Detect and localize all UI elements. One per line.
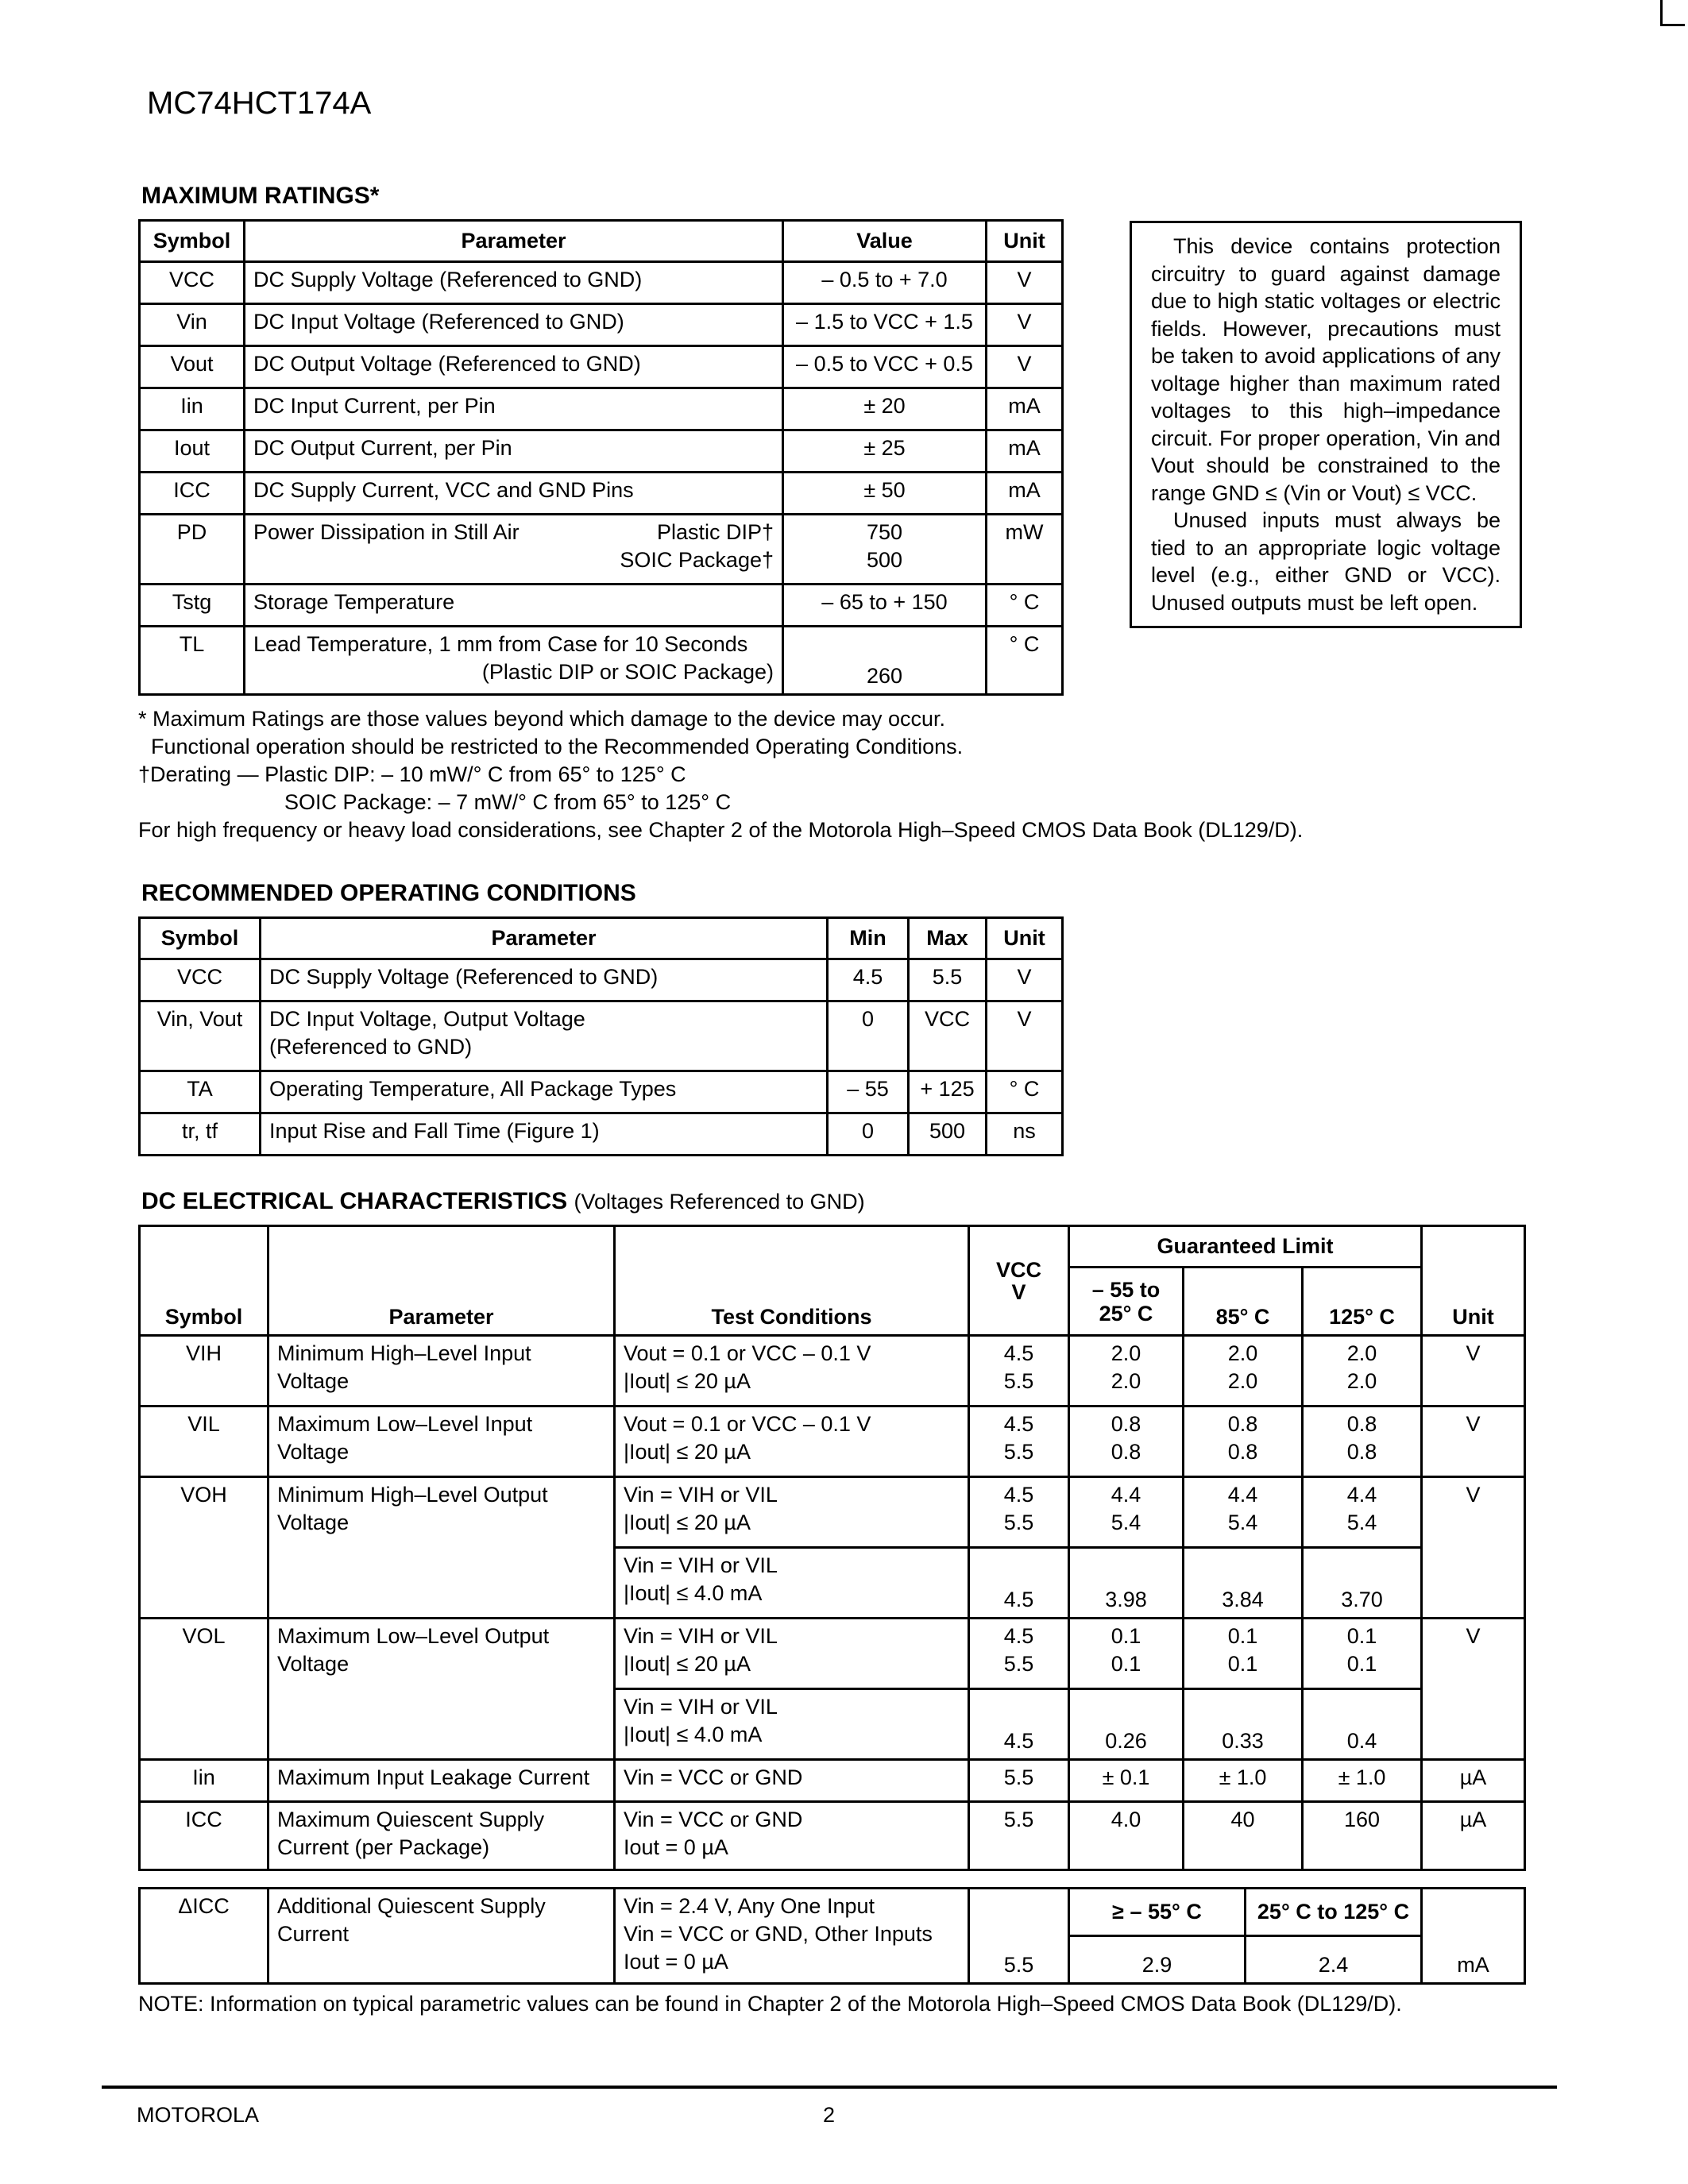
col-symbol: Symbol [140,1226,268,1336]
package-label: SOIC Package† [620,548,774,572]
col-value: Value [783,221,987,262]
table-row [140,430,1063,473]
condition-line: Vin = VCC or GND, Other Inputs [624,1922,933,1946]
condition-line: |Iout| ≤ 20 µA [624,1511,751,1534]
condition-cell [615,1689,969,1760]
limit-cell [1184,1406,1303,1477]
symbol-cell: VCC [140,262,245,304]
limit-value: 0.8 [1346,1440,1377,1464]
limit-value: 0.1 [1111,1624,1141,1648]
temp-header-line: 25° C [1099,1301,1153,1325]
limit-value: 5.4 [1227,1511,1258,1534]
limit-value: 0.1 [1111,1652,1141,1676]
value-cell: 260 [783,627,987,695]
vcc-value: 4.5 [1003,1624,1034,1648]
parameter-text: DC Input Voltage, Output Voltage [269,1007,585,1031]
min-cell: 0 [828,1001,909,1071]
table-row [140,304,1063,346]
parameter-cell [261,1001,828,1071]
vcc-value: 5.5 [1003,1511,1034,1534]
unit-cell: V [1422,1336,1525,1406]
dc-title-text: DC ELECTRICAL CHARACTERISTICS [141,1188,568,1214]
condition-cell [615,1406,969,1477]
limit-cell: 0.26 [1069,1689,1184,1760]
col-symbol: Symbol [140,221,245,262]
dc-table [138,1225,1526,1871]
vcc-value: 4.5 [1003,1412,1034,1436]
temp-range-header: 25° C to 125° C [1246,1889,1422,1936]
symbol-cell: Iin [140,1760,268,1802]
limit-value: 2.0 [1111,1341,1141,1365]
parameter-line: Voltage [277,1652,350,1676]
parameter-cell [245,515,783,585]
unit-cell: mA [987,473,1063,515]
vcc-cell: 5.5 [969,1802,1069,1870]
unit-cell: ns [987,1113,1063,1156]
col-unit: Unit [987,221,1063,262]
condition-line: |Iout| ≤ 4.0 mA [624,1723,763,1746]
limit-cell: ± 1.0 [1184,1760,1303,1802]
col-symbol: Symbol [140,918,261,959]
limit-value: 0.8 [1111,1440,1141,1464]
limit-cell: 3.70 [1303,1548,1422,1619]
parameter-cell: DC Output Current, per Pin [245,430,783,473]
parameter-cell: DC Supply Current, VCC and GND Pins [245,473,783,515]
footer-brand: MOTOROLA [137,2103,260,2127]
symbol-cell: TA [140,1071,261,1113]
limit-cell [1303,1336,1422,1406]
vcc-cell: 4.5 [969,1689,1069,1760]
limit-value: 4.4 [1346,1483,1377,1507]
parameter-cell: Storage Temperature [245,585,783,627]
unit-cell: µA [1422,1760,1525,1802]
value-cell: – 65 to + 150 [783,585,987,627]
corner-crop-mark [1660,0,1685,26]
col-test-conditions: Test Conditions [615,1226,969,1336]
condition-line: Vin = 2.4 V, Any One Input [624,1894,875,1918]
table-row [140,1889,1525,1936]
limit-cell: ± 0.1 [1069,1760,1184,1802]
table-row [140,515,1063,585]
condition-line: Vin = VIH or VIL [624,1483,778,1507]
delta-icc-table [138,1887,1526,1985]
col-unit: Unit [1422,1226,1525,1336]
protection-note-box [1130,221,1522,628]
max-ratings-title: MAXIMUM RATINGS* [141,183,380,209]
vcc-value: 5.5 [1003,1369,1034,1393]
limit-value: 2.0 [1346,1369,1377,1393]
unit-cell: V [987,1001,1063,1071]
parameter-cell [268,1336,615,1406]
value-cell: – 0.5 to + 7.0 [783,262,987,304]
symbol-cell: Iin [140,388,245,430]
min-cell: 4.5 [828,959,909,1001]
note-line: For high frequency or heavy load considerations, see Chapter 2 of the Motorola High–Speed CMOS Data Book (DL129/D). [138,818,1304,842]
vcc-cell [969,1336,1069,1406]
protection-paragraph: This device contains protection circuitry to guard against damage due to high static voltages or electric fields. However, precautions must be taken to avoid applications of any voltage higher than maximum rated voltages to this high–impedance circuit. For proper operation, Vin and Vout should be constrained to the range GND ≤ (Vin or Vout) ≤ VCC. [1151,234,1501,505]
value-cell [783,515,987,585]
symbol-cell: Tstg [140,585,245,627]
parameter-cell: DC Supply Voltage (Referenced to GND) [261,959,828,1001]
col-temp-125: 125° C [1303,1268,1422,1336]
unit-cell: µA [1422,1802,1525,1870]
vcc-header: VCC [995,1257,1041,1282]
limit-cell: 3.98 [1069,1548,1184,1619]
col-unit: Unit [987,918,1063,959]
condition-line: Vin = VCC or GND [624,1808,803,1831]
footer-rule [102,2086,1557,2089]
temp-range-header: ≥ – 55° C [1069,1889,1246,1936]
unit-cell: mA [987,430,1063,473]
temp-header-line: – 55 to [1091,1277,1161,1302]
parameter-cell [268,1802,615,1870]
table-row [140,1802,1525,1870]
unit-cell: V [987,959,1063,1001]
dc-subtitle: (Voltages Referenced to GND) [574,1190,865,1214]
rec-op-title: RECOMMENDED OPERATING CONDITIONS [141,880,636,906]
max-cell: 500 [909,1113,987,1156]
parameter-cell: Maximum Input Leakage Current [268,1760,615,1802]
parameter-cell: Input Rise and Fall Time (Figure 1) [261,1113,828,1156]
symbol-cell: VOL [140,1619,268,1760]
note-line: Functional operation should be restricted to the Recommended Operating Conditions. [151,735,964,758]
unit-cell: V [987,346,1063,388]
limit-value: 0.1 [1227,1624,1258,1648]
parameter-line: Voltage [277,1511,350,1534]
parameter-line: Current (per Package) [277,1835,490,1859]
unit-cell: mA [987,388,1063,430]
table-row [140,585,1063,627]
parameter-text: Lead Temperature, 1 mm from Case for 10 Seconds [253,632,748,656]
limit-cell: ± 1.0 [1303,1760,1422,1802]
parameter-line: Minimum High–Level Input [277,1341,531,1365]
note-line: SOIC Package: – 7 mW/° C from 65° to 125° C [284,790,732,814]
limit-cell [1303,1406,1422,1477]
table-row [140,262,1063,304]
condition-line: |Iout| ≤ 20 µA [624,1369,751,1393]
limit-value: 0.8 [1227,1412,1258,1436]
parameter-line: Voltage [277,1440,350,1464]
parameter-text: (Referenced to GND) [269,1035,473,1059]
limit-cell: 160 [1303,1802,1422,1870]
condition-line: Vout = 0.1 or VCC – 0.1 V [624,1412,871,1436]
condition-cell [615,1802,969,1870]
vcc-cell [969,1406,1069,1477]
unit-cell: V [1422,1477,1525,1619]
value-cell: – 1.5 to VCC + 1.5 [783,304,987,346]
protection-paragraph: Unused inputs must always be tied to an appropriate logic voltage level (e.g., either GND or VCC). Unused outputs must be left open. [1151,508,1501,615]
limit-value: 5.4 [1346,1511,1377,1534]
parameter-line: Maximum Low–Level Output [277,1624,550,1648]
unit-cell: V [987,304,1063,346]
symbol-cell: PD [140,515,245,585]
max-ratings-notes [138,705,1377,844]
table-row [140,1477,1525,1548]
unit-cell: V [1422,1619,1525,1760]
table-row [140,1001,1063,1071]
limit-value: 0.8 [1346,1412,1377,1436]
vcc-unit: V [1011,1279,1026,1304]
symbol-cell: ΔICC [140,1889,268,1984]
limit-value: 2.0 [1346,1341,1377,1365]
max-cell: + 125 [909,1071,987,1113]
limit-value: 2.0 [1227,1369,1258,1393]
col-parameter: Parameter [261,918,828,959]
condition-line: |Iout| ≤ 20 µA [624,1440,751,1464]
parameter-cell: DC Input Current, per Pin [245,388,783,430]
package-label: Plastic DIP† [656,520,774,544]
vcc-cell [969,1619,1069,1689]
condition-cell [615,1336,969,1406]
table-row [140,1071,1063,1113]
unit-cell: ° C [987,1071,1063,1113]
vcc-value: 5.5 [1003,1440,1034,1464]
value-cell: ± 20 [783,388,987,430]
condition-cell [615,1619,969,1689]
table-row [140,346,1063,388]
limit-value: 0.1 [1346,1652,1377,1676]
note-line: * Maximum Ratings are those values beyond which damage to the device may occur. [138,707,946,731]
value-cell: ± 50 [783,473,987,515]
table-row [140,627,1063,695]
limit-cell [1184,1477,1303,1548]
limit-value: 0.1 [1227,1652,1258,1676]
parameter-text: Power Dissipation in Still Air [253,520,520,544]
parameter-line: Maximum Low–Level Input [277,1412,533,1436]
table-row [140,1406,1525,1477]
parameter-cell [268,1619,615,1760]
condition-line: |Iout| ≤ 20 µA [624,1652,751,1676]
min-cell: – 55 [828,1071,909,1113]
note-line: †Derating — Plastic DIP: – 10 mW/° C from 65° to 125° C [138,762,686,786]
vcc-value: 5.5 [1003,1652,1034,1676]
parameter-cell: DC Input Voltage (Referenced to GND) [245,304,783,346]
parameter-cell [268,1406,615,1477]
unit-cell: mA [1422,1889,1525,1984]
limit-cell [1184,1619,1303,1689]
limit-value: 0.8 [1227,1440,1258,1464]
symbol-cell: VOH [140,1477,268,1619]
parameter-line: Voltage [277,1369,350,1393]
limit-cell: 3.84 [1184,1548,1303,1619]
limit-value: 4.4 [1227,1483,1258,1507]
limit-cell [1069,1477,1184,1548]
limit-cell: 0.4 [1303,1689,1422,1760]
parameter-cell: Operating Temperature, All Package Types [261,1071,828,1113]
symbol-cell: VIH [140,1336,268,1406]
limit-value: 5.4 [1111,1511,1141,1534]
condition-line: Iout = 0 µA [624,1950,728,1974]
value-cell: ± 25 [783,430,987,473]
value-cell: – 0.5 to VCC + 0.5 [783,346,987,388]
symbol-cell: VIL [140,1406,268,1477]
condition-line: Iout = 0 µA [624,1835,728,1859]
condition-cell [615,1477,969,1548]
parameter-cell [268,1889,615,1984]
symbol-cell: ICC [140,1802,268,1870]
symbol-cell: Vin, Vout [140,1001,261,1071]
limit-cell: 4.0 [1069,1802,1184,1870]
symbol-cell: tr, tf [140,1113,261,1156]
col-parameter: Parameter [268,1226,615,1336]
limit-value: 2.0 [1111,1369,1141,1393]
limit-cell [1069,1406,1184,1477]
parameter-text: (Plastic DIP or SOIC Package) [481,660,774,684]
symbol-cell: VCC [140,959,261,1001]
limit-cell [1184,1336,1303,1406]
col-guaranteed-limit: Guaranteed Limit [1069,1226,1422,1268]
vcc-cell: 5.5 [969,1760,1069,1802]
table-row [140,1619,1525,1689]
limit-cell [1069,1619,1184,1689]
symbol-cell: Vout [140,346,245,388]
condition-line: Vin = VIH or VIL [624,1553,778,1577]
parameter-cell [268,1477,615,1619]
limit-value: 0.1 [1346,1624,1377,1648]
condition-line: Vin = VIH or VIL [624,1624,778,1648]
document-title: MC74HCT174A [147,86,372,121]
col-max: Max [909,918,987,959]
page-number: 2 [823,2103,836,2127]
max-ratings-table [138,219,1064,696]
limit-cell: 40 [1184,1802,1303,1870]
parameter-line: Maximum Quiescent Supply [277,1808,545,1831]
unit-cell: ° C [987,627,1063,695]
condition-cell [615,1548,969,1619]
limit-value: 0.8 [1111,1412,1141,1436]
condition-cell: Vin = VCC or GND [615,1760,969,1802]
rec-op-table [138,916,1064,1156]
vcc-value: 4.5 [1003,1483,1034,1507]
unit-cell: V [1422,1406,1525,1477]
parameter-line: Additional Quiescent Supply [277,1894,546,1918]
table-row [140,1760,1525,1802]
table-row [140,1336,1525,1406]
table-row [140,1113,1063,1156]
limit-cell: 0.33 [1184,1689,1303,1760]
table-row [140,473,1063,515]
dc-title [141,1188,865,1215]
parameter-cell [245,627,783,695]
symbol-cell: Vin [140,304,245,346]
symbol-cell: ICC [140,473,245,515]
unit-cell: mW [987,515,1063,585]
vcc-cell: 5.5 [969,1889,1069,1984]
col-temp-55-25 [1069,1268,1184,1336]
vcc-cell: 4.5 [969,1548,1069,1619]
parameter-cell: DC Output Voltage (Referenced to GND) [245,346,783,388]
condition-line: Vout = 0.1 or VCC – 0.1 V [624,1341,871,1365]
col-min: Min [828,918,909,959]
limit-cell: 2.9 [1069,1936,1246,1984]
max-cell: 5.5 [909,959,987,1001]
unit-cell: ° C [987,585,1063,627]
limit-value: 4.4 [1111,1483,1141,1507]
parameter-line: Minimum High–Level Output [277,1483,548,1507]
parameter-line: Current [277,1922,350,1946]
max-cell: VCC [909,1001,987,1071]
limit-cell: 2.4 [1246,1936,1422,1984]
value-line: 750 [866,520,903,544]
vcc-cell [969,1477,1069,1548]
parameter-cell: DC Supply Voltage (Referenced to GND) [245,262,783,304]
dc-note: NOTE: Information on typical parametric values can be found in Chapter 2 of the Motorola High–Speed CMOS Data Book (DL129/D). [138,1992,1402,2016]
condition-line: |Iout| ≤ 4.0 mA [624,1581,763,1605]
symbol-cell: TL [140,627,245,695]
table-row [140,388,1063,430]
table-row [140,959,1063,1001]
col-vcc [969,1226,1069,1336]
limit-cell [1303,1477,1422,1548]
condition-cell [615,1889,969,1984]
limit-cell [1069,1336,1184,1406]
min-cell: 0 [828,1113,909,1156]
vcc-value: 4.5 [1003,1341,1034,1365]
value-line: 500 [866,548,903,572]
unit-cell: V [987,262,1063,304]
limit-value: 2.0 [1227,1341,1258,1365]
condition-line: Vin = VIH or VIL [624,1695,778,1719]
col-parameter: Parameter [245,221,783,262]
limit-cell [1303,1619,1422,1689]
col-temp-85: 85° C [1184,1268,1303,1336]
symbol-cell: Iout [140,430,245,473]
